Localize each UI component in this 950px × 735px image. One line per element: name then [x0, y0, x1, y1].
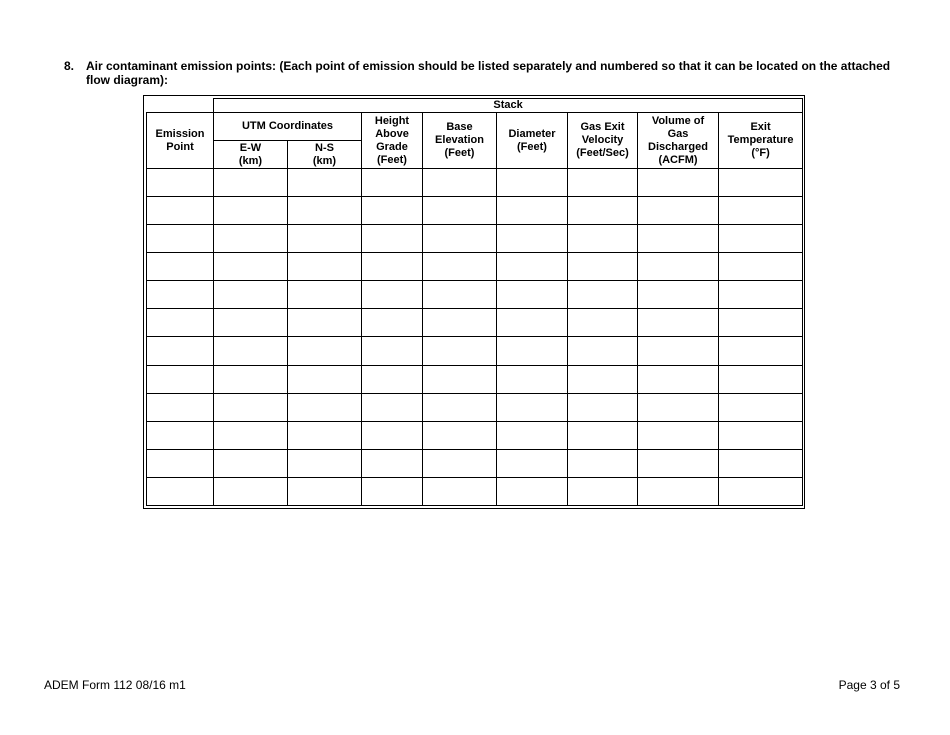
cell-ns[interactable]	[288, 309, 362, 337]
cell-emission-point[interactable]	[147, 225, 214, 253]
header-exit-temperature	[719, 113, 803, 169]
cell-diameter[interactable]	[497, 449, 568, 477]
cell-diameter[interactable]	[497, 281, 568, 309]
cell-emission-point[interactable]	[147, 421, 214, 449]
question-text: Air contaminant emission points: (Each point of emission should be listed separately and numbered so that it can be located on the attached flow diagram):	[86, 59, 891, 87]
cell-height[interactable]	[362, 449, 423, 477]
header-emission-point-line-2: Point	[166, 140, 194, 153]
header-temperature-line-3: (°F)	[751, 147, 770, 159]
cell-height[interactable]	[362, 197, 423, 225]
header-height-line-4: (Feet)	[377, 153, 407, 166]
cell-velocity[interactable]	[568, 337, 638, 365]
cell-base-elevation[interactable]	[423, 197, 497, 225]
header-gas-exit-velocity	[568, 113, 638, 169]
cell-base-elevation[interactable]	[423, 421, 497, 449]
header-emission-point	[147, 113, 214, 169]
header-ew-line-1: E-W	[239, 141, 262, 154]
cell-height[interactable]	[362, 169, 423, 197]
cell-diameter[interactable]	[497, 393, 568, 421]
cell-velocity[interactable]	[568, 421, 638, 449]
cell-height[interactable]	[362, 337, 423, 365]
cell-ns[interactable]	[288, 365, 362, 393]
cell-temperature[interactable]	[719, 281, 803, 309]
cell-ew[interactable]	[214, 393, 288, 421]
table-row	[147, 169, 803, 197]
header-ns-line-2: (km)	[312, 154, 337, 167]
cell-height[interactable]	[362, 393, 423, 421]
cell-base-elevation[interactable]	[423, 337, 497, 365]
header-ew-line-2: (km)	[238, 154, 263, 167]
cell-emission-point[interactable]	[147, 281, 214, 309]
table-row	[147, 337, 803, 365]
cell-diameter[interactable]	[497, 421, 568, 449]
cell-ew[interactable]	[214, 281, 288, 309]
cell-height[interactable]	[362, 225, 423, 253]
cell-temperature[interactable]	[719, 477, 803, 505]
table-row	[147, 281, 803, 309]
table-row	[147, 365, 803, 393]
cell-volume[interactable]	[638, 477, 719, 505]
cell-ns[interactable]	[288, 281, 362, 309]
header-ns-line-1: N-S	[315, 141, 334, 154]
question-8	[64, 59, 914, 87]
header-diameter	[497, 113, 568, 169]
cell-emission-point[interactable]	[147, 449, 214, 477]
cell-velocity[interactable]	[568, 393, 638, 421]
cell-temperature[interactable]	[719, 169, 803, 197]
cell-volume[interactable]	[638, 393, 719, 421]
header-height-line-3: Grade	[376, 140, 408, 153]
cell-base-elevation[interactable]	[423, 225, 497, 253]
cell-velocity[interactable]	[568, 449, 638, 477]
cell-emission-point[interactable]	[147, 477, 214, 505]
cell-emission-point[interactable]	[147, 365, 214, 393]
cell-ns[interactable]	[288, 197, 362, 225]
cell-volume[interactable]	[638, 449, 719, 477]
header-volume-line-2: Gas	[667, 127, 689, 140]
cell-velocity[interactable]	[568, 365, 638, 393]
header-height-line-1: Height	[374, 114, 410, 127]
table-row	[147, 253, 803, 281]
cell-ns[interactable]	[288, 169, 362, 197]
cell-volume[interactable]	[638, 309, 719, 337]
cell-temperature[interactable]	[719, 225, 803, 253]
cell-temperature[interactable]	[719, 337, 803, 365]
emission-points-table-frame	[143, 95, 805, 509]
header-blank-corner	[147, 99, 214, 113]
header-velocity-line-3: (Feet/Sec)	[576, 147, 629, 159]
cell-base-elevation[interactable]	[423, 365, 497, 393]
header-base-elevation	[423, 113, 497, 169]
cell-volume[interactable]	[638, 421, 719, 449]
cell-ns[interactable]	[288, 393, 362, 421]
question-number: 8.	[64, 59, 75, 73]
cell-volume[interactable]	[638, 281, 719, 309]
header-utm-coordinates: UTM Coordinates	[214, 113, 362, 141]
cell-emission-point[interactable]	[147, 337, 214, 365]
cell-base-elevation[interactable]	[423, 449, 497, 477]
emission-points-table	[146, 98, 803, 506]
cell-ns[interactable]	[288, 449, 362, 477]
header-diameter-line-2: (Feet)	[517, 140, 547, 153]
cell-ew[interactable]	[214, 253, 288, 281]
cell-ew[interactable]	[214, 421, 288, 449]
cell-volume[interactable]	[638, 365, 719, 393]
cell-height[interactable]	[362, 477, 423, 505]
cell-emission-point[interactable]	[147, 169, 214, 197]
cell-emission-point[interactable]	[147, 393, 214, 421]
cell-diameter[interactable]	[497, 365, 568, 393]
cell-velocity[interactable]	[568, 197, 638, 225]
cell-height[interactable]	[362, 253, 423, 281]
cell-temperature[interactable]	[719, 253, 803, 281]
header-base-line-3: (Feet)	[444, 147, 475, 159]
cell-diameter[interactable]	[497, 477, 568, 505]
cell-volume[interactable]	[638, 253, 719, 281]
cell-base-elevation[interactable]	[423, 253, 497, 281]
header-base-line-1: Base	[446, 121, 473, 133]
cell-temperature[interactable]	[719, 421, 803, 449]
header-ns	[288, 141, 362, 169]
table-row	[147, 449, 803, 477]
cell-height[interactable]	[362, 281, 423, 309]
cell-base-elevation[interactable]	[423, 477, 497, 505]
cell-ew[interactable]	[214, 197, 288, 225]
header-volume-of-gas	[638, 113, 719, 169]
cell-base-elevation[interactable]	[423, 169, 497, 197]
cell-diameter[interactable]	[497, 225, 568, 253]
cell-ew[interactable]	[214, 225, 288, 253]
cell-ew[interactable]	[214, 477, 288, 505]
cell-ew[interactable]	[214, 365, 288, 393]
cell-emission-point[interactable]	[147, 309, 214, 337]
header-height-above-grade	[362, 113, 423, 169]
cell-temperature[interactable]	[719, 309, 803, 337]
cell-ns[interactable]	[288, 421, 362, 449]
table-row	[147, 421, 803, 449]
cell-diameter[interactable]	[497, 337, 568, 365]
cell-height[interactable]	[362, 421, 423, 449]
header-temperature-line-1: Exit	[750, 121, 771, 133]
header-height-line-2: Above	[375, 127, 409, 140]
table-row	[147, 225, 803, 253]
cell-ns[interactable]	[288, 253, 362, 281]
cell-temperature[interactable]	[719, 449, 803, 477]
table-row	[147, 393, 803, 421]
cell-velocity[interactable]	[568, 225, 638, 253]
cell-ns[interactable]	[288, 477, 362, 505]
header-base-line-2: Elevation	[435, 134, 484, 146]
cell-height[interactable]	[362, 309, 423, 337]
header-emission-point-line-1: Emission	[155, 127, 205, 140]
cell-volume[interactable]	[638, 197, 719, 225]
cell-diameter[interactable]	[497, 197, 568, 225]
header-diameter-line-1: Diameter	[508, 127, 556, 140]
cell-temperature[interactable]	[719, 197, 803, 225]
table-row	[147, 197, 803, 225]
cell-volume[interactable]	[638, 337, 719, 365]
cell-volume[interactable]	[638, 169, 719, 197]
form-id: ADEM Form 112 08/16 m1	[44, 678, 186, 692]
cell-height[interactable]	[362, 365, 423, 393]
page-number: Page 3 of 5	[838, 678, 900, 692]
cell-ew[interactable]	[214, 337, 288, 365]
cell-base-elevation[interactable]	[423, 281, 497, 309]
cell-diameter[interactable]	[497, 253, 568, 281]
cell-velocity[interactable]	[568, 309, 638, 337]
header-velocity-line-2: Velocity	[581, 134, 624, 146]
cell-diameter[interactable]	[497, 309, 568, 337]
cell-volume[interactable]	[638, 225, 719, 253]
header-temperature-line-2: Temperature	[727, 134, 794, 146]
cell-emission-point[interactable]	[147, 197, 214, 225]
cell-emission-point[interactable]	[147, 253, 214, 281]
cell-ew[interactable]	[214, 309, 288, 337]
table-body	[147, 169, 803, 506]
cell-ew[interactable]	[214, 449, 288, 477]
cell-ns[interactable]	[288, 337, 362, 365]
cell-base-elevation[interactable]	[423, 309, 497, 337]
table-row	[147, 309, 803, 337]
header-volume-line-1: Volume of	[651, 114, 705, 127]
cell-velocity[interactable]	[568, 281, 638, 309]
header-ew	[214, 141, 288, 169]
cell-temperature[interactable]	[719, 365, 803, 393]
header-volume-line-4: (ACFM)	[658, 153, 698, 166]
cell-base-elevation[interactable]	[423, 393, 497, 421]
cell-velocity[interactable]	[568, 169, 638, 197]
cell-diameter[interactable]	[497, 169, 568, 197]
cell-temperature[interactable]	[719, 393, 803, 421]
cell-ew[interactable]	[214, 169, 288, 197]
cell-velocity[interactable]	[568, 253, 638, 281]
header-volume-line-3: Discharged	[648, 140, 708, 153]
cell-ns[interactable]	[288, 225, 362, 253]
header-velocity-line-1: Gas Exit	[580, 121, 625, 133]
table-row	[147, 477, 803, 505]
cell-velocity[interactable]	[568, 477, 638, 505]
header-stack: Stack	[214, 99, 803, 113]
